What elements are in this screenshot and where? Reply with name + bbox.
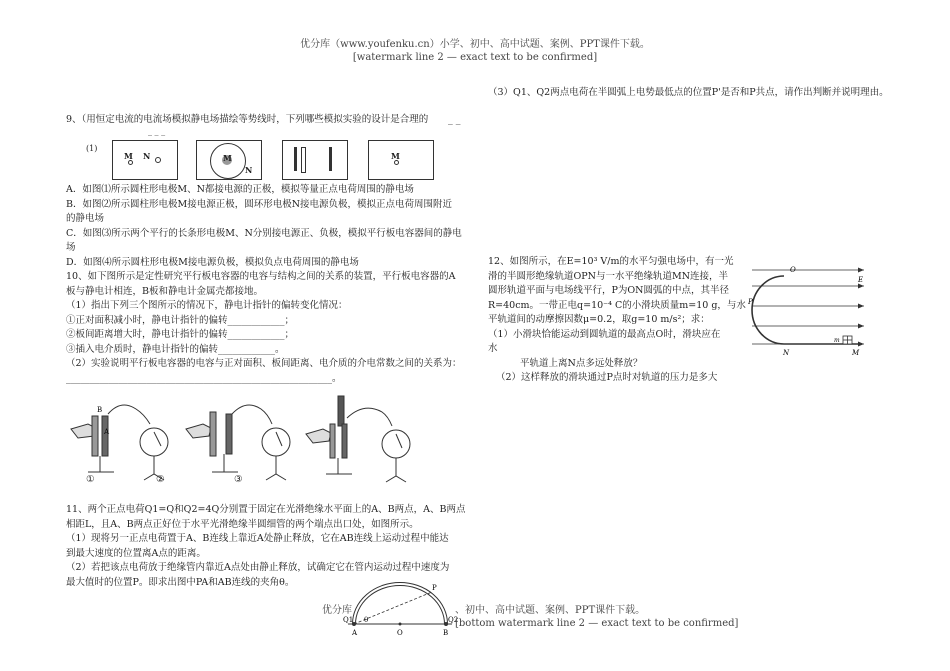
q9-option-d: D．如图⑷所示圆柱形电极M接电源负极，模拟负点电荷周围的静电场: [66, 256, 359, 268]
point-o-label: O: [397, 629, 403, 637]
q1-label: Q1: [343, 616, 354, 624]
q11-block: [66, 503, 465, 590]
plate-a-label: A: [104, 428, 110, 436]
plate-electrode-left: [294, 147, 297, 171]
electrode-n-label: N: [143, 151, 151, 161]
q2-label: Q2: [448, 616, 459, 624]
q11-semicircle-figure: [340, 582, 460, 640]
q11-line-4: 到最大速度的位置离A点的距离。: [66, 547, 206, 559]
q9-option-b: B．如图⑵所示圆柱形电极M接电源正极，圆环形电极N接电源负极，模拟正点电荷周围附近: [66, 198, 453, 210]
q12-line-9: （2）这样释放的滑块通过P点时对轨道的压力是多大: [496, 372, 718, 383]
q-part-3-text: （3）Q1、Q2两点电荷在半圆弧上电势最低点的位置P'是否和P共点，请作出判断并说明理由。: [488, 87, 889, 98]
plate-electrode-right: [329, 147, 332, 171]
q12-line-6: （1）小滑块恰能运动到圆轨道的最高点O时，滑块应在: [488, 328, 721, 340]
field-e-label: E: [858, 276, 864, 284]
q10-line-5: ②板间距离增大时，静电计指针的偏转____________；: [66, 329, 295, 340]
q11-line-1: 11、两个正点电荷Q1=Q和Q2=4Q分别置于固定在光滑绝缘水平面上的A、B两点，A、B两点: [66, 504, 466, 515]
q9-option-b-cont: 的静电场: [66, 213, 105, 224]
q11-line-6: 最大值时的位置P。即求出图中PA和AB连线的夹角θ。: [66, 576, 295, 588]
electrode-m-label: M: [124, 151, 133, 161]
q11-line-5: （2）若把该点电荷放于绝缘管内靠近A点处由静止释放，试确定它在管内运动过程中速度为: [66, 562, 450, 573]
q12-line-8: 平轨道上离N点多远处释放？: [520, 357, 643, 369]
electrode-m-circle: [394, 160, 399, 165]
electrode-m-label: M: [391, 151, 400, 161]
plate-electrode-left-outline: [301, 147, 306, 173]
q11-line-3: （1）现将另一正点电荷置于A、B连线上靠近A处静止释放，它在AB连线上运动过程中能达: [66, 533, 449, 544]
bottom-watermark-left: 优分库: [322, 605, 352, 616]
point-p-label: P: [748, 298, 753, 306]
q12-track-figure: [748, 262, 868, 358]
q9-figure-2: [196, 140, 262, 180]
q9-figure-4: [368, 140, 434, 180]
q10-line-2: 板与静电计相连，B板和静电计金属壳都接地。: [66, 285, 263, 297]
apparatus-3: [306, 396, 410, 482]
q10-line-6: ③插入电介质时，静电计指针的偏转____________。: [66, 343, 285, 355]
q10-block: [66, 270, 462, 386]
apparatus-3-label: ③: [234, 474, 243, 485]
q12-line-3: 圆形轨道平面与电场线平行，P为ON圆弧的中点，其半径: [488, 285, 729, 296]
q12-line-5: 平轨道间的动摩擦因数μ=0.2，取g=10 m/s²；求：: [488, 314, 710, 325]
q9-option-a: A．如图⑴所示圆柱形电极M、N都接电源的正极，模拟等量正点电荷周围的静电场: [66, 184, 414, 195]
point-n-label: N: [783, 349, 790, 357]
q12-line-4: R=40cm。一带正电q=10⁻⁴ C的小滑块质量m=10 g，与水: [488, 299, 746, 311]
point-o-label: O: [790, 266, 796, 274]
q10-apparatus-figure: [66, 394, 436, 489]
q9-option-c: C．如图⑶所示两个平行的长条形电极M、N分别接电源正、负极，模拟平行板电容器间的静电: [66, 227, 462, 239]
apparatus-1-label: ①: [86, 474, 95, 485]
q10-line-7: （2）实验说明平行板电容器的电容与正对面积、板间距离、电介质的介电常数之间的关系为：: [66, 358, 462, 369]
electrode-n-circle: [155, 157, 161, 163]
q12-line-7: 水: [488, 343, 498, 354]
point-a-label: A: [352, 629, 358, 637]
q9-fig-label: (1): [86, 144, 98, 153]
watermark-line-2: [watermark line 2 — exact text to be confirmed]: [352, 52, 598, 63]
bottom-watermark-right-2: [bottom watermark line 2 — exact text to be confirmed]: [455, 618, 739, 629]
point-p-label: P: [432, 584, 437, 592]
q12-block: [488, 255, 746, 386]
electrode-m-circle: [128, 160, 133, 165]
apparatus-2-label: ②: [156, 474, 165, 485]
electrode-m-label: M: [223, 153, 232, 163]
electrode-n-label: N: [245, 165, 253, 175]
q10-line-3: （1）指出下列三个图所示的情况下，静电计指针的偏转变化情况：: [66, 300, 348, 311]
apparatus-1: [71, 405, 168, 480]
q9-figure-1: [112, 140, 178, 180]
q9-option-c-cont: 场: [66, 242, 76, 253]
q12-line-2: 滑的半圆形绝缘轨道OPN与一水平绝缘轨道MN连接，半: [488, 270, 729, 282]
watermark-line-1: 优分库（www.youfenku.cn）小学、初中、高中试题、案例、PPT课件下载。: [300, 39, 650, 50]
apparatus-2: [186, 405, 290, 480]
plate-b-label: B: [97, 406, 103, 414]
point-b-label: B: [443, 629, 449, 637]
q9-blank: _ _: [448, 114, 461, 125]
q12-line-1: 12、如图所示，在E=10³ V/m的水平匀强电场中，有一光: [488, 256, 734, 267]
theta-label: θ: [364, 616, 369, 624]
mass-label: m: [834, 337, 840, 344]
q10-line-1: 10、如下图所示是定性研究平行板电容器的电容与结构之间的关系的装置，平行板电容器的A: [66, 271, 456, 282]
q10-line-4: ①正对面积减小时，静电计指针的偏转____________；: [66, 314, 295, 326]
q9-underline: _ _ _: [148, 127, 166, 136]
q9-options: [66, 183, 462, 270]
q11-line-2: 相距L，且A、B两点正好位于水平光滑绝缘半圆细管的两个端点出口处，如图所示。: [66, 518, 419, 530]
q9-stem: 9、（用恒定电流的电流场模拟静电场描绘等势线时，下列哪些模拟实验的设计是合理的: [66, 114, 429, 125]
point-m-label: M: [852, 349, 860, 357]
q9-figure-3: [282, 140, 348, 180]
q10-line-8: ________________________________________________________。: [66, 372, 342, 384]
bottom-watermark-right: 、初中、高中试题、案例、PPT课件下载。: [455, 605, 646, 616]
